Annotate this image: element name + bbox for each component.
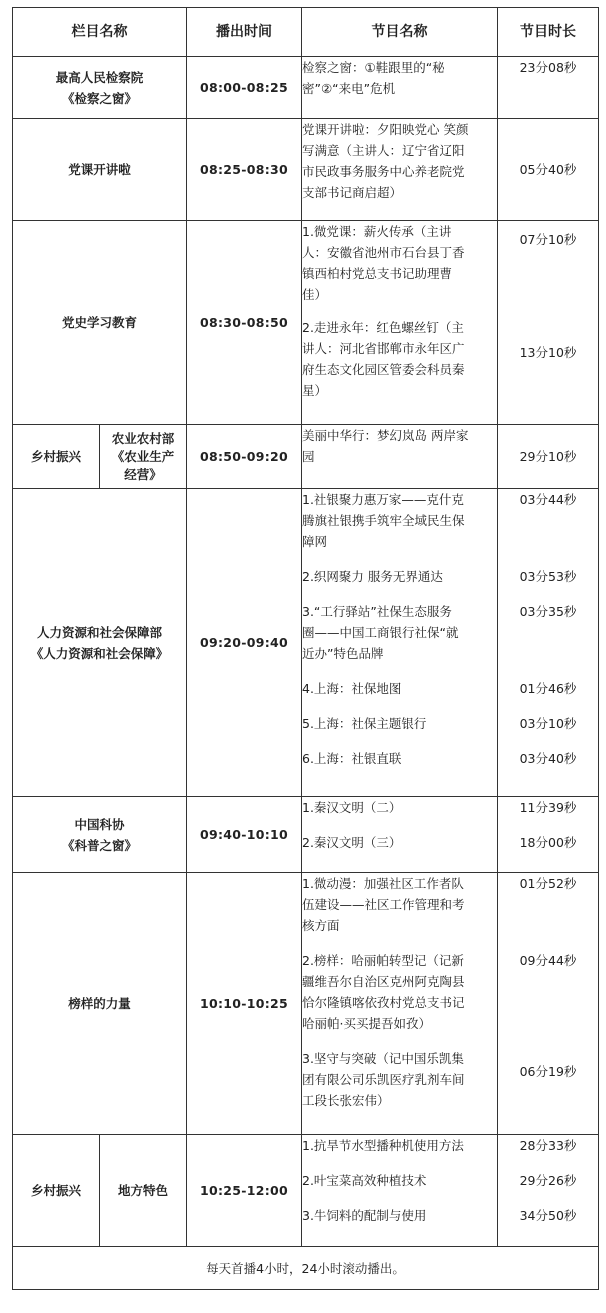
spacer: [498, 699, 598, 713]
duration: 03分10秒: [519, 716, 577, 731]
program-line: 工段长张宏伟）: [302, 1093, 390, 1108]
air-time: 08:30-08:50: [187, 221, 302, 425]
spacer: [302, 552, 497, 566]
program-cell: [302, 797, 498, 873]
duration: 05分40秒: [519, 162, 577, 177]
column-name: [13, 119, 187, 221]
column-name-line: 农业农村部: [111, 430, 175, 446]
table-row: [13, 221, 599, 425]
program-line: 佳）: [302, 287, 328, 302]
duration: 07分10秒: [519, 232, 577, 247]
spacer: [302, 1191, 497, 1205]
spacer: [498, 894, 598, 950]
table-row: [13, 873, 599, 1135]
program-line: 府生态文化园区管委会科员秦: [302, 362, 465, 377]
table-row: [13, 489, 599, 797]
column-name: [13, 873, 187, 1135]
program-line: 镇西柏村党总支书记助理曹: [302, 266, 453, 281]
duration: 03分53秒: [519, 569, 577, 584]
duration-cell: [498, 221, 599, 425]
column-name-line: 中国科协: [74, 816, 125, 832]
column-name: [13, 797, 187, 873]
program-line: 党课开讲啦：夕阳映党心 笑颜: [302, 122, 469, 137]
spacer: [498, 1156, 598, 1170]
column-name: [13, 57, 187, 119]
schedule-table: [12, 7, 599, 1290]
duration: 11分39秒: [519, 800, 577, 815]
spacer: [302, 818, 497, 832]
program-line: 讲人：河北省邯郸市永年区广: [302, 341, 465, 356]
duration: 29分10秒: [519, 449, 577, 464]
program-line: 2.走进永年：红色螺丝钉（主: [302, 320, 464, 335]
duration: 01分46秒: [519, 681, 577, 696]
program-line: 支部书记商启超）: [302, 185, 403, 200]
duration-cell: [498, 119, 599, 221]
spacer: [498, 510, 598, 566]
program-line: 检察之窗：①鞋跟里的“秘: [302, 60, 445, 75]
program-cell: [302, 1135, 498, 1247]
spacer: [302, 1034, 497, 1048]
column-name-line: 党课开讲啦: [68, 162, 131, 177]
duration: 18分00秒: [519, 835, 577, 850]
column-name-line: 榜样的力量: [68, 996, 131, 1011]
program-line: 5.上海：社保主题银行: [302, 716, 427, 731]
column-name-line: 《检察之窗》: [61, 90, 137, 106]
program-line: 团有限公司乐凯医疗乳剂车间: [302, 1072, 465, 1087]
duration: 23分08秒: [519, 60, 577, 75]
column-subname: [100, 425, 187, 489]
column-name-line: 经营》: [124, 466, 162, 482]
spacer: [302, 699, 497, 713]
program-line: 写满意（主讲人：辽宁省辽阳: [302, 143, 465, 158]
table-row: [13, 1135, 599, 1247]
column-name: [13, 221, 187, 425]
spacer: [302, 936, 497, 950]
duration: 03分40秒: [519, 751, 577, 766]
program-cell: [302, 425, 498, 489]
duration: 34分50秒: [519, 1208, 577, 1223]
header-column: 栏目名称: [13, 8, 187, 57]
air-time: 08:50-09:20: [187, 425, 302, 489]
program-line: 美丽中华行：梦幻岚岛 两岸家: [302, 428, 469, 443]
program-line: 近办”特色品牌: [302, 646, 384, 661]
program-line: 3.坚守与突破（记中国乐凯集: [302, 1051, 464, 1066]
duration: 06分19秒: [519, 1064, 577, 1079]
spacer: [498, 622, 598, 678]
column-name: 乡村振兴: [13, 1135, 100, 1247]
footer-note: 每天首播4小时，24小时滚动播出。: [13, 1247, 599, 1290]
spacer: [498, 818, 598, 832]
header-row: [13, 8, 599, 57]
header-duration: 节目时长: [498, 8, 599, 57]
program-line: 2.叶宝菜高效种植技术: [302, 1173, 427, 1188]
program-line: 疆维吾尔自治区克州阿克陶县: [302, 974, 465, 989]
program-line: 2.织网聚力 服务无界通达: [302, 569, 443, 584]
program-line: 伍建设——社区工作管理和考: [302, 897, 465, 912]
column-name-line: 《科普之窗》: [61, 837, 137, 853]
program-line: 3.“工行驿站”社保生态服务: [302, 604, 452, 619]
duration: 28分33秒: [519, 1138, 577, 1153]
program-line: 1.秦汉文明（二）: [302, 800, 402, 815]
program-line: 6.上海：社银直联: [302, 751, 402, 766]
duration: 13分10秒: [519, 345, 577, 360]
spacer: [302, 1156, 497, 1170]
program-line: 园: [302, 449, 315, 464]
header-program: 节目名称: [302, 8, 498, 57]
duration: 01分52秒: [519, 876, 577, 891]
air-time: 08:25-08:30: [187, 119, 302, 221]
column-name-line: 《农业生产: [111, 448, 175, 464]
air-time: 10:25-12:00: [187, 1135, 302, 1247]
program-line: 圈——中国工商银行社保“就: [302, 625, 459, 640]
column-name-line: 《人力资源和社会保障》: [30, 645, 169, 661]
program-line: 1.微动漫：加强社区工作者队: [302, 876, 464, 891]
program-line: 1.微党课：薪火传承（主讲: [302, 224, 452, 239]
duration: 29分26秒: [519, 1173, 577, 1188]
air-time: 08:00-08:25: [187, 57, 302, 119]
duration-cell: [498, 1135, 599, 1247]
spacer: [498, 971, 598, 1061]
program-line: 哈丽帕·买买提吾如孜）: [302, 1016, 431, 1031]
column-name: 乡村振兴: [13, 425, 100, 489]
program-line: 恰尔隆镇喀依孜村党总支书记: [302, 995, 465, 1010]
program-cell: [302, 489, 498, 797]
program-line: 2.秦汉文明（三）: [302, 835, 402, 850]
duration-cell: [498, 425, 599, 489]
program-line: 市民政事务服务中心养老院党: [302, 164, 465, 179]
column-name-line: 最高人民检察院: [55, 69, 144, 85]
program-line: 人：安徽省池州市石台县丁香: [302, 245, 465, 260]
program-cell: [302, 119, 498, 221]
column-subname: [100, 1135, 187, 1247]
column-name-line: 地方特色: [117, 1183, 168, 1198]
duration: 03分44秒: [519, 492, 577, 507]
spacer: [302, 305, 497, 317]
table-row: [13, 797, 599, 873]
spacer: [302, 587, 497, 601]
program-cell: [302, 873, 498, 1135]
spacer: [498, 587, 598, 601]
spacer: [302, 664, 497, 678]
footer-row: [13, 1247, 599, 1290]
spacer: [302, 734, 497, 748]
duration-cell: [498, 489, 599, 797]
air-time: 10:10-10:25: [187, 873, 302, 1135]
table-row: [13, 119, 599, 221]
program-line: 3.牛饲料的配制与使用: [302, 1208, 427, 1223]
spacer: [498, 250, 598, 342]
program-cell: [302, 221, 498, 425]
duration: 09分44秒: [519, 953, 577, 968]
program-line: 1.社银聚力惠万家——克什克: [302, 492, 464, 507]
table-row: [13, 57, 599, 119]
program-line: 1.抗旱节水型播种机使用方法: [302, 1138, 464, 1153]
program-line: 2.榜样：哈丽帕转型记（记新: [302, 953, 464, 968]
air-time: 09:20-09:40: [187, 489, 302, 797]
column-name-line: 人力资源和社会保障部: [36, 624, 162, 640]
header-time: 播出时间: [187, 8, 302, 57]
air-time: 09:40-10:10: [187, 797, 302, 873]
program-line: 腾旗社银携手筑牢全域民生保: [302, 513, 465, 528]
duration-cell: [498, 873, 599, 1135]
program-line: 星）: [302, 383, 328, 398]
program-line: 4.上海：社保地图: [302, 681, 402, 696]
duration-cell: [498, 57, 599, 119]
column-name-line: 党史学习教育: [61, 315, 137, 330]
program-line: 核方面: [302, 918, 340, 933]
column-name: [13, 489, 187, 797]
spacer: [498, 734, 598, 748]
duration: 03分35秒: [519, 604, 577, 619]
program-cell: [302, 57, 498, 119]
program-line: 密”②“来电”危机: [302, 81, 396, 96]
spacer: [498, 1191, 598, 1205]
program-line: 障网: [302, 534, 328, 549]
duration-cell: [498, 797, 599, 873]
table-row: [13, 425, 599, 489]
